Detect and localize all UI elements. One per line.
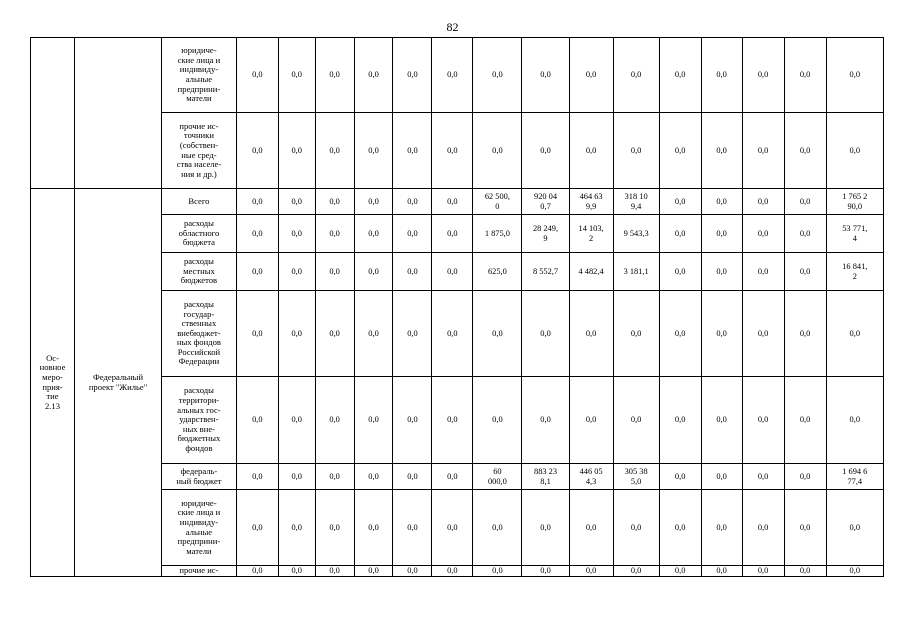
- value-cell: 0,0: [659, 189, 701, 215]
- value-cell: 0,0: [784, 38, 826, 113]
- value-cell: 0,0: [315, 490, 354, 566]
- measure-cell: [31, 38, 75, 189]
- value-cell: 0,0: [236, 215, 278, 253]
- value-cell: 0,0: [473, 38, 522, 113]
- value-cell: 0,0: [354, 377, 393, 464]
- value-cell: 0,0: [569, 291, 613, 377]
- value-cell: 0,0: [354, 253, 393, 291]
- value-cell: 0,0: [784, 253, 826, 291]
- value-cell: 0,0: [659, 566, 701, 577]
- value-cell: 0,0: [432, 377, 473, 464]
- value-cell: 0,0: [701, 113, 742, 189]
- value-cell: 0,0: [742, 253, 784, 291]
- value-cell: 0,0: [522, 291, 569, 377]
- value-cell: 0,0: [278, 291, 315, 377]
- value-cell: 14 103, 2: [569, 215, 613, 253]
- value-cell: 0,0: [742, 377, 784, 464]
- value-cell: 0,0: [393, 215, 432, 253]
- value-cell: 0,0: [236, 490, 278, 566]
- value-cell: 0,0: [315, 189, 354, 215]
- value-cell: 0,0: [354, 490, 393, 566]
- value-cell: 0,0: [613, 490, 659, 566]
- value-cell: 0,0: [278, 38, 315, 113]
- value-cell: 0,0: [613, 566, 659, 577]
- value-cell: 0,0: [432, 253, 473, 291]
- value-cell: 0,0: [826, 291, 883, 377]
- value-cell: 0,0: [659, 113, 701, 189]
- value-cell: 0,0: [432, 38, 473, 113]
- value-cell: 0,0: [278, 377, 315, 464]
- value-cell: 0,0: [236, 464, 278, 490]
- value-cell: 0,0: [278, 189, 315, 215]
- value-cell: 0,0: [236, 38, 278, 113]
- value-cell: 53 771, 4: [826, 215, 883, 253]
- value-cell: 16 841, 2: [826, 253, 883, 291]
- value-cell: 0,0: [393, 253, 432, 291]
- value-cell: 318 10 9,4: [613, 189, 659, 215]
- value-cell: 0,0: [432, 464, 473, 490]
- value-cell: 0,0: [742, 113, 784, 189]
- value-cell: 0,0: [393, 566, 432, 577]
- value-cell: 0,0: [522, 490, 569, 566]
- value-cell: 0,0: [236, 253, 278, 291]
- value-cell: 0,0: [701, 377, 742, 464]
- value-cell: 0,0: [473, 377, 522, 464]
- funding-source-cell: федераль- ный бюджет: [162, 464, 237, 490]
- value-cell: 0,0: [354, 215, 393, 253]
- value-cell: 0,0: [354, 189, 393, 215]
- value-cell: 0,0: [393, 377, 432, 464]
- value-cell: 0,0: [659, 38, 701, 113]
- budget-table: [30, 37, 884, 577]
- value-cell: 0,0: [659, 291, 701, 377]
- value-cell: 9 543,3: [613, 215, 659, 253]
- value-cell: 0,0: [659, 490, 701, 566]
- value-cell: 0,0: [522, 113, 569, 189]
- funding-source-cell: Всего: [162, 189, 237, 215]
- value-cell: 0,0: [742, 189, 784, 215]
- value-cell: 446 05 4,3: [569, 464, 613, 490]
- funding-source-cell: расходы областного бюджета: [162, 215, 237, 253]
- value-cell: 0,0: [569, 566, 613, 577]
- value-cell: 0,0: [278, 215, 315, 253]
- value-cell: 0,0: [784, 291, 826, 377]
- value-cell: 0,0: [393, 464, 432, 490]
- funding-source-cell: расходы местных бюджетов: [162, 253, 237, 291]
- value-cell: 0,0: [784, 566, 826, 577]
- page-number: 82: [446, 20, 459, 34]
- value-cell: 0,0: [742, 566, 784, 577]
- value-cell: 0,0: [701, 253, 742, 291]
- value-cell: 0,0: [393, 291, 432, 377]
- value-cell: 0,0: [659, 464, 701, 490]
- value-cell: 0,0: [473, 113, 522, 189]
- value-cell: 0,0: [659, 215, 701, 253]
- value-cell: 0,0: [701, 215, 742, 253]
- value-cell: 0,0: [701, 566, 742, 577]
- value-cell: 0,0: [826, 113, 883, 189]
- value-cell: 0,0: [278, 113, 315, 189]
- value-cell: 0,0: [315, 377, 354, 464]
- value-cell: 0,0: [613, 38, 659, 113]
- value-cell: 0,0: [473, 566, 522, 577]
- value-cell: 0,0: [432, 566, 473, 577]
- value-cell: 0,0: [278, 464, 315, 490]
- value-cell: 0,0: [701, 490, 742, 566]
- value-cell: 0,0: [236, 291, 278, 377]
- value-cell: 0,0: [784, 189, 826, 215]
- value-cell: 0,0: [784, 490, 826, 566]
- value-cell: 0,0: [473, 291, 522, 377]
- value-cell: 0,0: [522, 377, 569, 464]
- value-cell: 0,0: [569, 113, 613, 189]
- value-cell: 0,0: [742, 291, 784, 377]
- value-cell: 0,0: [659, 377, 701, 464]
- value-cell: 0,0: [315, 215, 354, 253]
- value-cell: 0,0: [236, 113, 278, 189]
- value-cell: 0,0: [784, 464, 826, 490]
- value-cell: 0,0: [393, 38, 432, 113]
- value-cell: 0,0: [354, 464, 393, 490]
- value-cell: 0,0: [354, 566, 393, 577]
- measure-cell: Ос- новное меро- прия- тие 2.13: [31, 189, 75, 577]
- value-cell: 0,0: [784, 113, 826, 189]
- value-cell: 0,0: [393, 490, 432, 566]
- value-cell: 0,0: [701, 38, 742, 113]
- value-cell: 0,0: [432, 215, 473, 253]
- project-cell: [75, 38, 162, 189]
- value-cell: 883 23 8,1: [522, 464, 569, 490]
- value-cell: 0,0: [826, 38, 883, 113]
- value-cell: 305 38 5,0: [613, 464, 659, 490]
- value-cell: 0,0: [393, 113, 432, 189]
- value-cell: 0,0: [315, 566, 354, 577]
- value-cell: 0,0: [278, 490, 315, 566]
- value-cell: 0,0: [522, 566, 569, 577]
- value-cell: 0,0: [826, 490, 883, 566]
- value-cell: 0,0: [354, 113, 393, 189]
- value-cell: 0,0: [701, 464, 742, 490]
- value-cell: 0,0: [432, 189, 473, 215]
- funding-source-cell: расходы территори- альных гос- ударствен- ных вне- бюджетных фондов: [162, 377, 237, 464]
- value-cell: 0,0: [613, 377, 659, 464]
- value-cell: 0,0: [522, 38, 569, 113]
- value-cell: 0,0: [826, 377, 883, 464]
- funding-source-cell: расходы государ- ственных внебюджет- ных фондов Российской Федерации: [162, 291, 237, 377]
- value-cell: 0,0: [826, 566, 883, 577]
- value-cell: 0,0: [432, 490, 473, 566]
- value-cell: 0,0: [354, 291, 393, 377]
- value-cell: 0,0: [236, 566, 278, 577]
- value-cell: 0,0: [473, 490, 522, 566]
- value-cell: 0,0: [569, 490, 613, 566]
- value-cell: 0,0: [315, 113, 354, 189]
- value-cell: 0,0: [701, 189, 742, 215]
- value-cell: 0,0: [613, 291, 659, 377]
- value-cell: 0,0: [569, 38, 613, 113]
- value-cell: 0,0: [701, 291, 742, 377]
- value-cell: 1 765 2 90,0: [826, 189, 883, 215]
- value-cell: 0,0: [742, 38, 784, 113]
- value-cell: 0,0: [236, 189, 278, 215]
- value-cell: 464 63 9,9: [569, 189, 613, 215]
- value-cell: 0,0: [315, 38, 354, 113]
- value-cell: 0,0: [236, 377, 278, 464]
- funding-source-cell: прочие ис-: [162, 566, 237, 577]
- funding-source-cell: юридиче- ские лица и индивиду- альные предприни- матели: [162, 490, 237, 566]
- value-cell: 0,0: [613, 113, 659, 189]
- value-cell: 0,0: [432, 113, 473, 189]
- value-cell: 920 04 0,7: [522, 189, 569, 215]
- table-row: [31, 38, 884, 113]
- value-cell: 0,0: [742, 215, 784, 253]
- value-cell: 4 482,4: [569, 253, 613, 291]
- value-cell: 0,0: [393, 189, 432, 215]
- value-cell: 28 249, 9: [522, 215, 569, 253]
- value-cell: 1 875,0: [473, 215, 522, 253]
- value-cell: 8 552,7: [522, 253, 569, 291]
- value-cell: 0,0: [784, 377, 826, 464]
- value-cell: 0,0: [354, 38, 393, 113]
- value-cell: 0,0: [315, 291, 354, 377]
- value-cell: 0,0: [659, 253, 701, 291]
- value-cell: 0,0: [784, 215, 826, 253]
- funding-source-cell: прочие ис- точники (собствен- ные сред- ства населе- ния и др.): [162, 113, 237, 189]
- value-cell: 1 694 6 77,4: [826, 464, 883, 490]
- value-cell: 0,0: [569, 377, 613, 464]
- value-cell: 0,0: [278, 566, 315, 577]
- value-cell: 0,0: [315, 253, 354, 291]
- value-cell: 0,0: [432, 291, 473, 377]
- value-cell: 60 000,0: [473, 464, 522, 490]
- value-cell: 0,0: [278, 253, 315, 291]
- value-cell: 0,0: [742, 490, 784, 566]
- value-cell: 0,0: [742, 464, 784, 490]
- value-cell: 625,0: [473, 253, 522, 291]
- value-cell: 62 500, 0: [473, 189, 522, 215]
- value-cell: 0,0: [315, 464, 354, 490]
- table-row: [31, 189, 884, 215]
- funding-source-cell: юридиче- ские лица и индивиду- альные предприни- матели: [162, 38, 237, 113]
- value-cell: 3 181,1: [613, 253, 659, 291]
- project-cell: Федеральный проект "Жилье": [75, 189, 162, 577]
